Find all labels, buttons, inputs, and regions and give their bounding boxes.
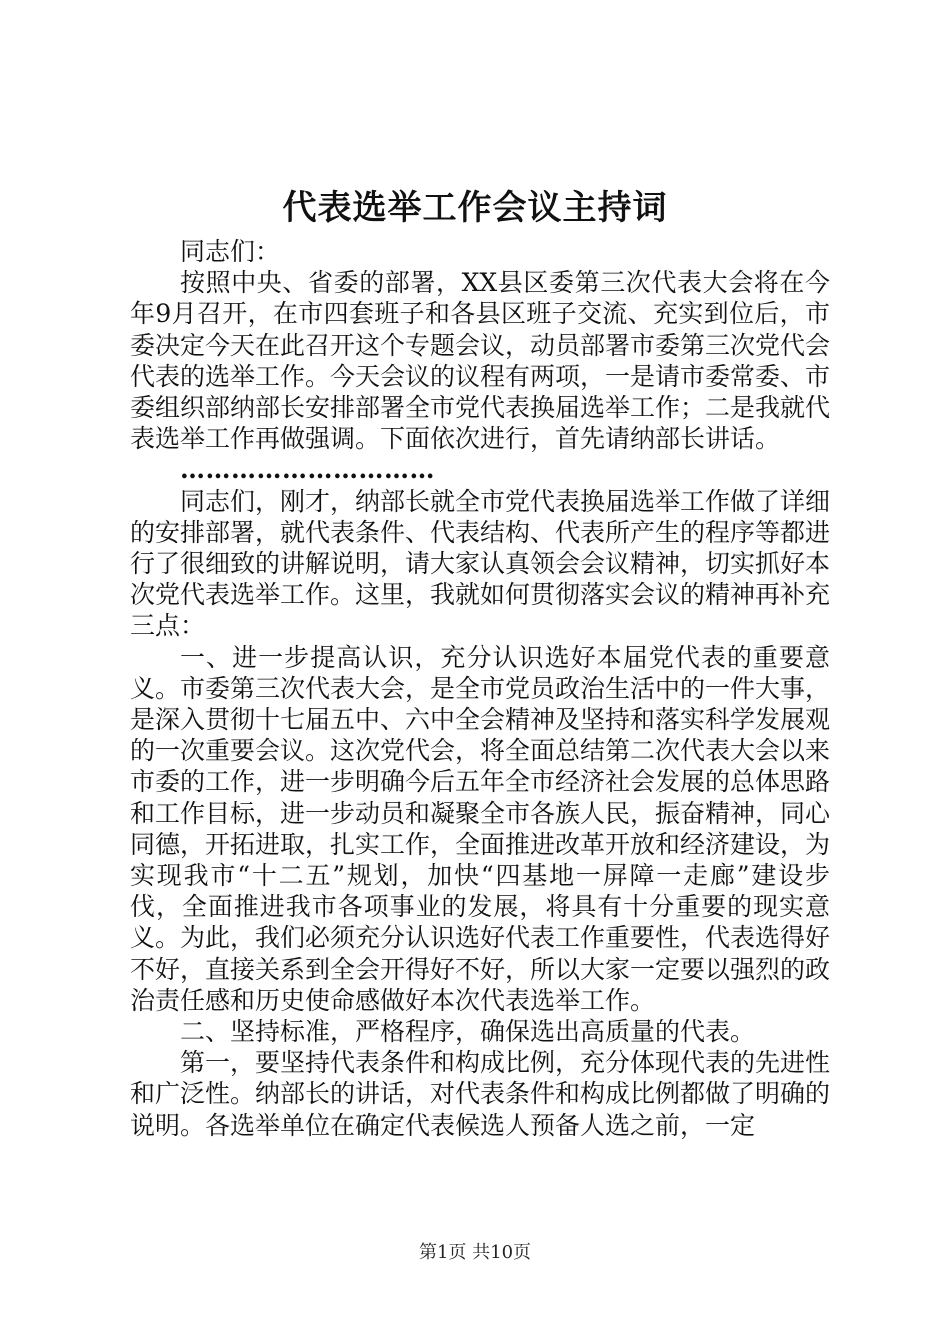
- page-footer: 第1页 共10页: [418, 1242, 532, 1263]
- document-body: [130, 236, 830, 1141]
- paragraph-summary: 同志们，刚才，纳部长就全市党代表换届选举工作做了详细的安排部署，就代表条件、代表结构、代表所产生的程序等都进行了很细致的讲解说明，请大家认真领会会议精神，切实抓好本次党代表选举工作。这里，我就如何贯彻落实会议的精神再补充三点：: [130, 486, 831, 641]
- paragraph-point-one: 一、进一步提高认识，充分认识选好本届党代表的重要意义。市委第三次代表大会，是全市党员政治生活中的一件大事，是深入贯彻十七届五中、六中全会精神及坚持和落实科学发展观的一次重要会议。这次党代会，将全面总结第二次代表大会以来市委的工作，进一步明确今后五年全市经济社会发展的总体思路和工作目标，进一步动员和凝聚全市各族人民，振奋精神，同心同德，开拓进取，扎实工作，全面推进改革开放和经济建设，为实现我市“十二五”规划，加快“四基地一屏障一走廊”建设步伐，全面推进我市各项事业的发展，将具有十分重要的现实意义。为此，我们必须充分认识选好代表工作重要性，代表选得好不好，直接关系到全会开得好不好，所以大家一定要以强烈的政治责任感和历史使命感做好本次代表选举工作。: [130, 642, 831, 1015]
- paragraph-intro: 按照中央、省委的部署，XX县区委第三次代表大会将在今年9月召开，在市四套班子和各县区班子交流、充实到位后，市委决定今天在此召开这个专题会议，动员部署市委第三次党代会代表的选举工作。今天会议的议程有两项，一是请市委常委、市委组织部纳部长安排部署全市党代表换届选举工作；二是我就代表选举工作再做强调。下面依次进行，首先请纳部长讲话。: [130, 268, 831, 454]
- paragraph-point-two-heading: 二、坚持标准，严格程序，确保选出高质量的代表。: [180, 1017, 756, 1047]
- paragraph-ellipsis: …………………………: [180, 455, 435, 485]
- paragraph-greeting: 同志们：: [180, 237, 281, 266]
- document-title: 代表选举工作会议主持词: [282, 188, 668, 228]
- paragraph-point-two-first: 第一，要坚持代表条件和构成比例，充分体现代表的先进性和广泛性。纳部长的讲话，对代表条件和构成比例都做了明确的说明。各选举单位在确定代表候选人预备人选之前，一定: [130, 1048, 831, 1140]
